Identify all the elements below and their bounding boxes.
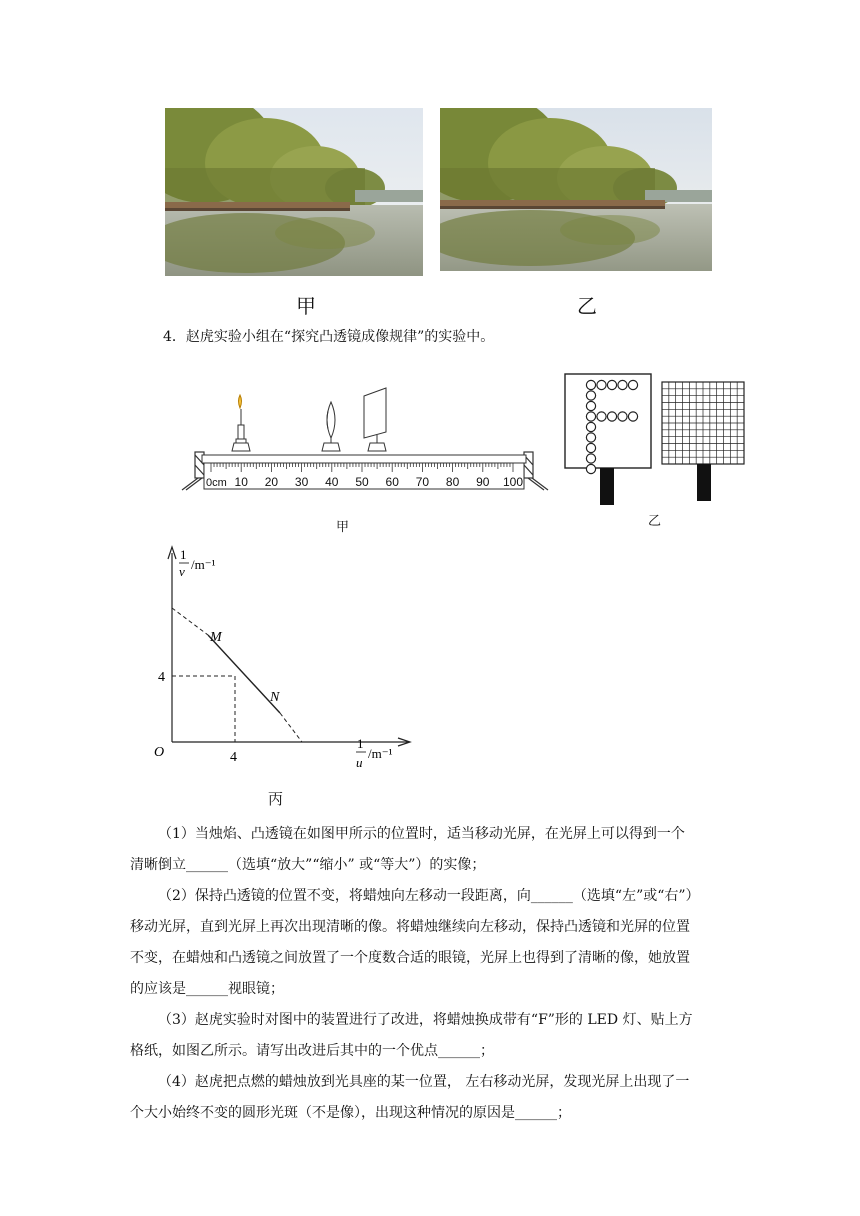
y-tick-label: 4 (158, 670, 165, 685)
led-dot (607, 380, 616, 389)
ruler-label: 10 (234, 475, 248, 489)
led-dot (586, 433, 595, 442)
led-dot (586, 391, 595, 400)
bench-rail (202, 455, 526, 463)
led-dot (607, 412, 616, 421)
candle (232, 395, 250, 451)
bench-caption: 甲 (336, 520, 350, 535)
led-dot (597, 412, 606, 421)
inverse-distance-graph (150, 545, 420, 780)
point-m-label: M (210, 630, 222, 645)
led-dot (586, 401, 595, 410)
photo-left-caption: 甲 (296, 294, 316, 318)
grid-handle (697, 464, 711, 501)
ruler-label: 90 (476, 475, 490, 489)
part4-line2: 个大小始终不变的圆形光斑（不是像），出现这种情况的原因是______； (130, 1105, 571, 1121)
part2-line1: （2）保持凸透镜的位置不变，将蜡烛向左移动一段距离，向______（选填“左”或“右”） (158, 888, 700, 904)
led-dot (618, 412, 627, 421)
x-axis-numerator: 1 (357, 736, 364, 751)
line-extension-lower (280, 713, 302, 742)
led-dot (586, 454, 595, 463)
bench-left-stand (182, 452, 204, 490)
part1-line1: （1）当烛焰、凸透镜在如图甲所示的位置时，适当移动光屏，在光屏上可以得到一个 (158, 826, 685, 842)
f-board-handle (600, 468, 614, 505)
ruler-label: 80 (445, 475, 460, 489)
part2-line2: 移动光屏，直到光屏上再次出现清晰的像。将蜡烛继续向左移动，保持凸透镜和光屏的位置 (130, 919, 690, 935)
ruler-unit: 0cm (206, 477, 227, 489)
part3-line2: 格纸，如图乙所示。请写出改进后其中的一个优点______； (130, 1043, 494, 1059)
y-axis-numerator: 1 (180, 547, 187, 562)
bench-right-stand (524, 452, 548, 490)
point-n-label: N (270, 690, 280, 705)
ruler-label: 20 (264, 475, 279, 489)
x-axis-denominator: u (356, 755, 363, 770)
ruler-label: 100 (502, 475, 524, 489)
part2-line3: 不变，在蜡烛和凸透镜之间放置了一个度数合适的眼镜，光屏上也得到了清晰的像，她放置 (130, 950, 690, 966)
part2-line4: 的应该是______视眼镜； (130, 981, 284, 997)
led-dot (628, 412, 637, 421)
part1-line2: 清晰倒立______（选填“放大”“缩小” 或“等大”）的实像； (130, 857, 486, 873)
question-parts (130, 819, 740, 1129)
led-dot (618, 380, 627, 389)
y-axis-denominator: v (179, 564, 185, 579)
led-dot (586, 380, 595, 389)
board-caption: 乙 (648, 514, 662, 529)
led-dot (628, 380, 637, 389)
convex-lens (322, 402, 340, 451)
ruler-label: 30 (294, 475, 309, 489)
question-intro: 4．赵虎实验小组在“探究凸透镜成像规律”的实验中。 (163, 329, 495, 345)
light-screen (364, 388, 386, 451)
led-dot (586, 422, 595, 431)
led-dot (586, 443, 595, 452)
lake-photo-left (165, 108, 423, 276)
led-dot (597, 380, 606, 389)
part3-line1: （3）赵虎实验时对图中的装置进行了改进，将蜡烛换成带有“F”形的 LED 灯、贴上方 (158, 1012, 693, 1028)
x-tick-label: 4 (230, 750, 237, 765)
ruler-label: 40 (325, 475, 339, 489)
y-axis-unit: /m⁻¹ (191, 557, 216, 572)
part4-line1: （4）赵虎把点燃的蜡烛放到光具座的某一位置， 左右移动光屏，发现光屏上出现了一 (158, 1074, 690, 1090)
led-dot (586, 464, 595, 473)
x-axis-unit: /m⁻¹ (368, 746, 393, 761)
ruler-label: 60 (385, 475, 399, 489)
graph-caption: 丙 (268, 790, 284, 808)
optical-bench-figure (178, 385, 550, 497)
lake-photo-right (440, 108, 712, 271)
photo-right-caption: 乙 (577, 294, 597, 318)
ruler-label: 70 (415, 475, 430, 489)
line-extension-upper (172, 608, 208, 635)
origin-label: O (154, 745, 165, 760)
led-dot (586, 412, 595, 421)
ruler-label: 50 (355, 475, 369, 489)
led-board-figure (560, 370, 750, 510)
